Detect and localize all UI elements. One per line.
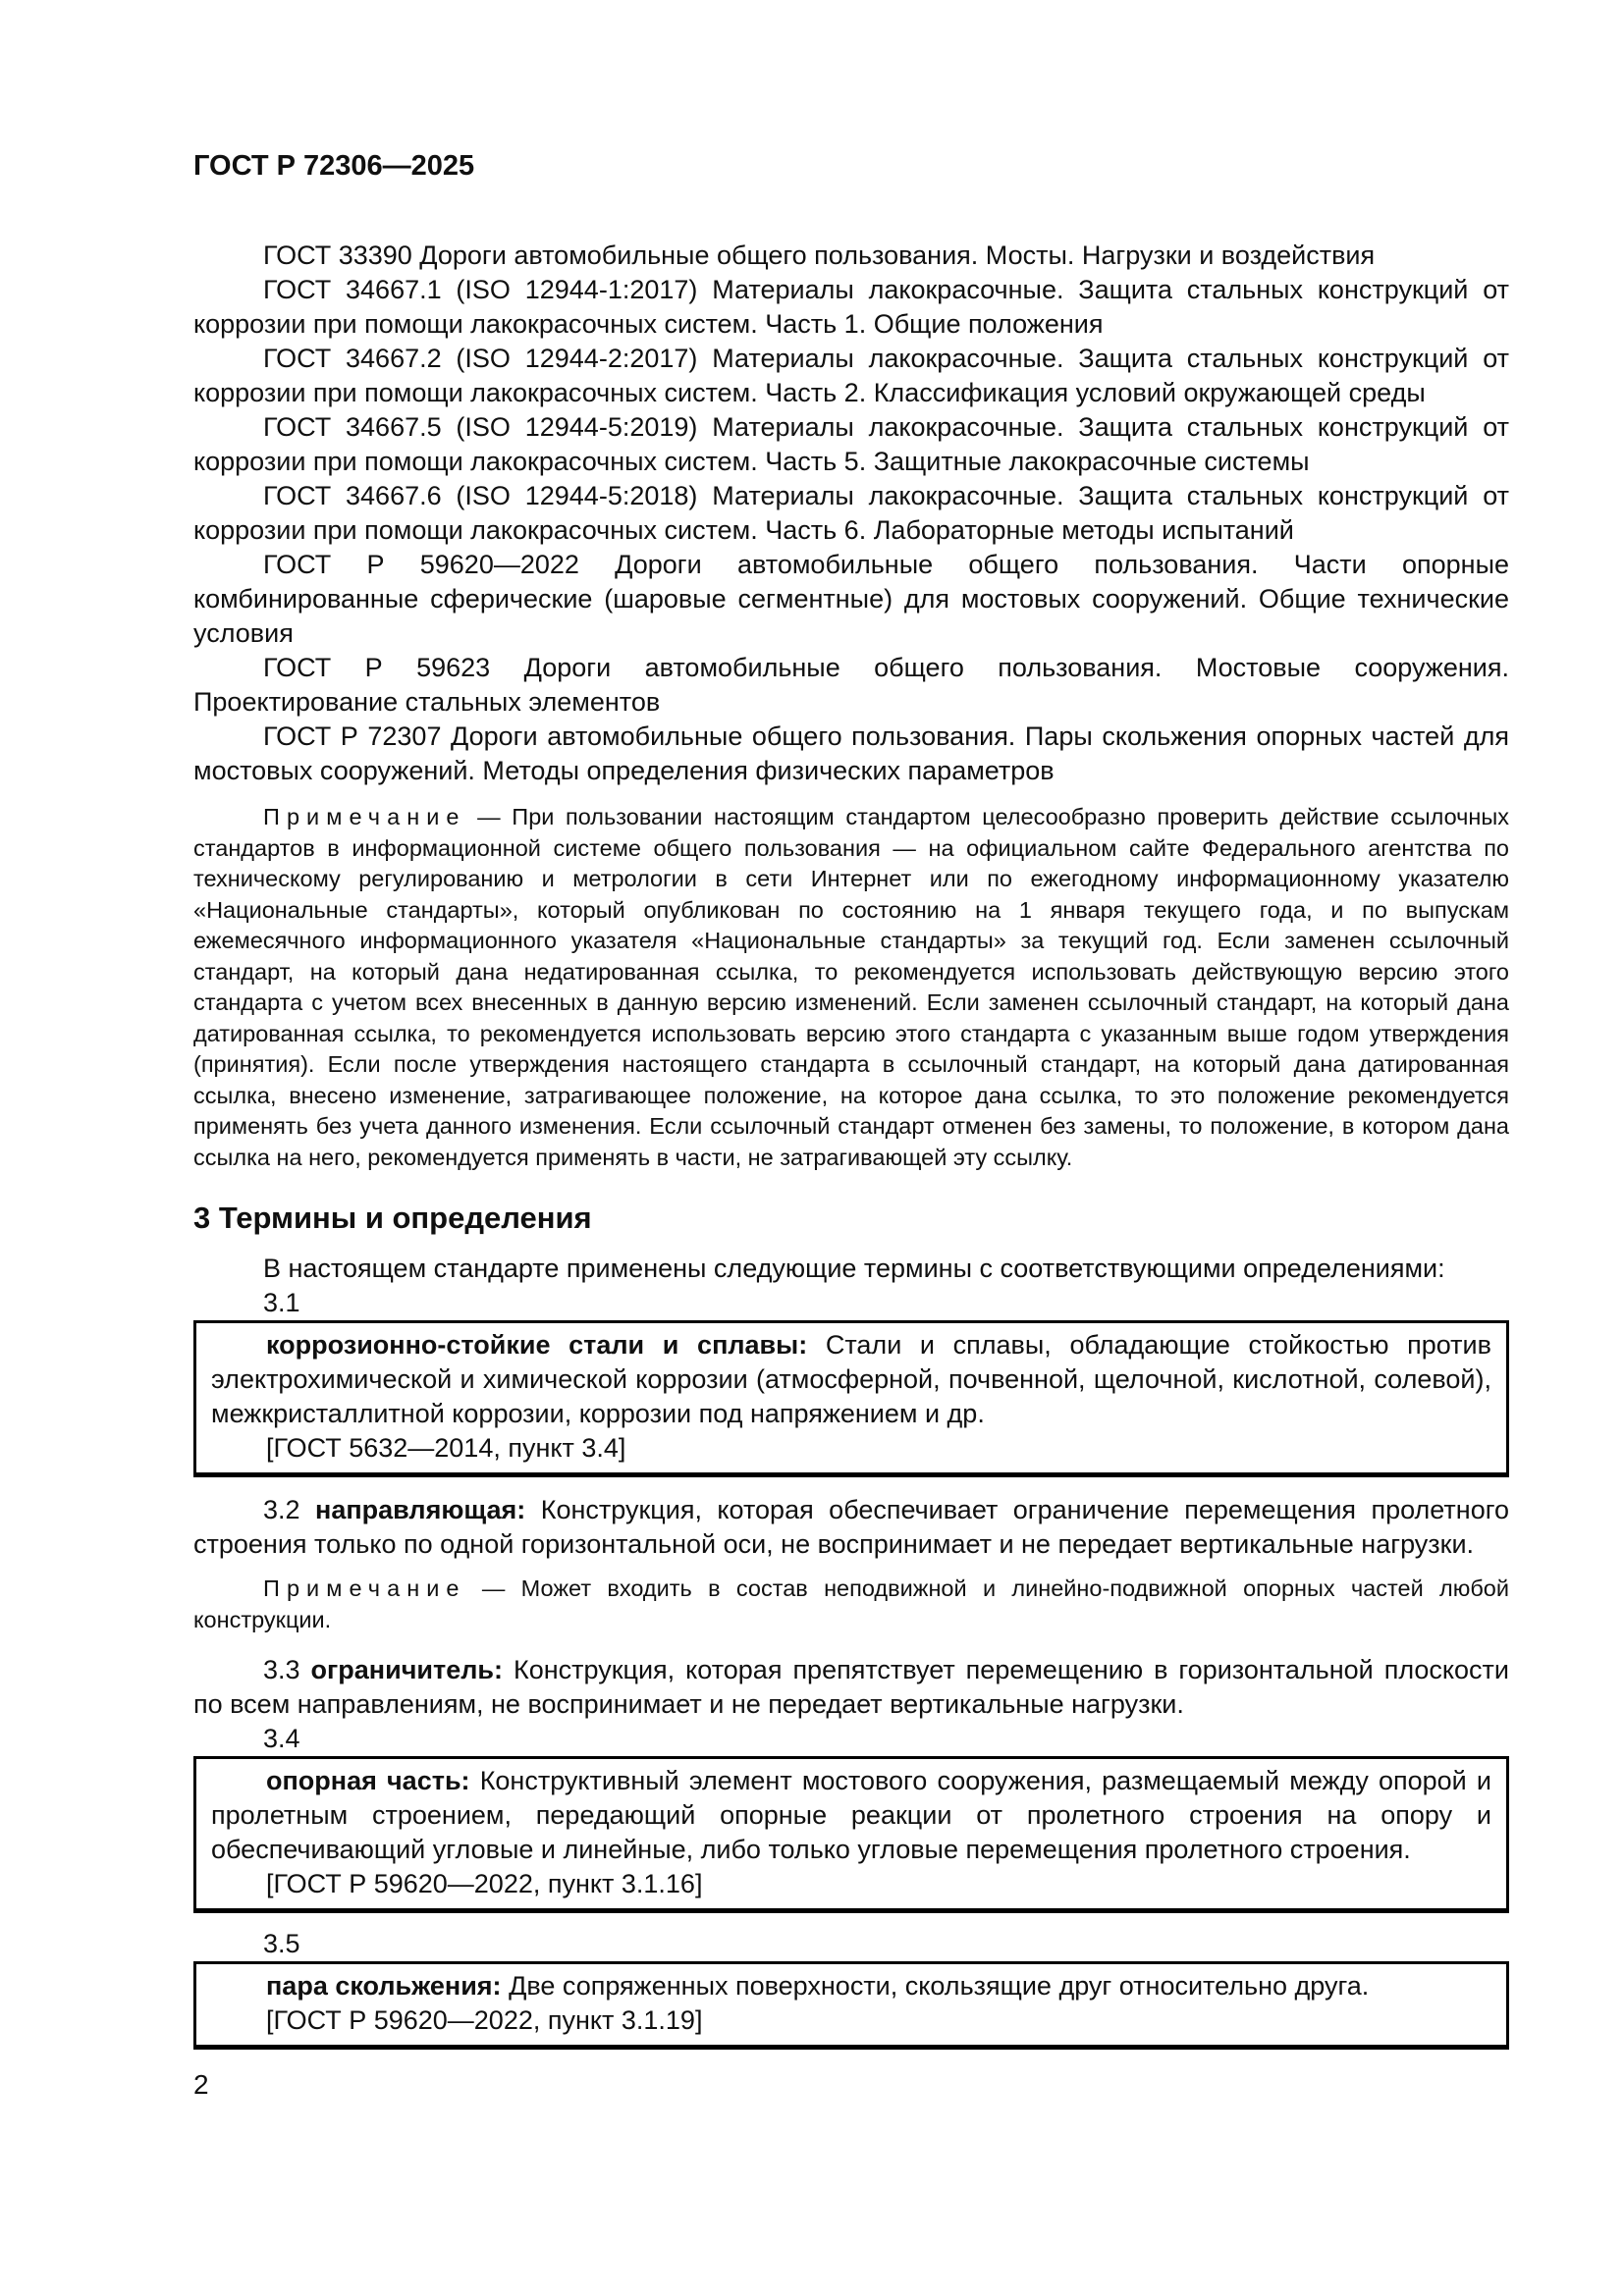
note-text: — При пользовании настоящим стандартом целесообразно проверить действие ссылочных стандартов в информационной системе общего пользования — на официальном сайте Федерального агентства по техническому регулированию и метрологии в сети Интернет или по ежегодному информационному указателю «Национальные стандарты», который опубликован по состоянию на 1 января текущего года, и по выпускам ежемесячного информационного указателя «Национальные стандарты» за текущий год. Если заменен ссылочный стандарт, на который дана недатированная ссылка, то рекомендуется использовать действующую версию этого стандарта с учетом всех внесенных в данную версию изменений. Если заменен ссылочный стандарт, на который дана датированная ссылка, то рекомендуется использовать версию этого стандарта с указанным выше годом утверждения (принятия). Если после утверждения настоящего стандарта в ссылочный стандарт, на который дана датированная ссылка, внесено изменение, затрагивающее положение, на которое дана ссылка, то это положение рекомендуется применять без учета данного изменения. Если ссылочный стандарт отменен без замены, то положение, в котором дана ссылка на него, рекомендуется применять в части, не затрагивающей эту ссылку. [193, 804, 1510, 1170]
section-intro: В настоящем стандарте применены следующие термины с соответствующими определениями: [263, 1254, 1445, 1283]
term-definition: Конструктивный элемент мостового сооружения, размещаемый между опорой и пролетным строением, передающий опорные реакции от пролетного строения на опору и обеспечивающий угловые и линейные, либо только угловые перемещения пролетного строения. [211, 1766, 1491, 1864]
reference-item: ГОСТ 34667.2 (ISO 12944-2:2017) Материалы лакокрасочные. Защита стальных конструкций от коррозии при помощи лакокрасочных систем. Часть 2. Классификация условий окружающей среды [193, 344, 1509, 407]
term-number: 3.2 [263, 1495, 300, 1524]
reference-item: ГОСТ Р 72307 Дороги автомобильные общего пользования. Пары скольжения опорных частей для мостовых сооружений. Методы определения физических параметров [193, 721, 1509, 785]
term-definition-paragraph [211, 1969, 1491, 2003]
reference-item: ГОСТ Р 59623 Дороги автомобильные общего пользования. Мостовые сооружения. Проектирование стальных элементов [193, 653, 1509, 717]
term-number-3-4: 3.4 [263, 1724, 300, 1753]
page-content [193, 149, 1509, 2050]
term-definition: Стали и сплавы, обладающие стойкостью против электрохимической и химической коррозии (атмосферной, почвенной, щелочной, кислотной, солевой), межкристаллитной коррозии, коррозии под напряжением и др. [211, 1330, 1491, 1428]
term-definition: Конструкция, которая обеспечивает ограничение перемещения пролетного строения только по одной горизонтальной оси, не воспринимает и не передает вертикальные нагрузки. [193, 1495, 1509, 1559]
definition-box-3-1 [193, 1320, 1509, 1477]
note-text: — Может входить в состав неподвижной и линейно-подвижной опорных частей любой конструкции. [193, 1575, 1510, 1632]
term-definition-paragraph [211, 1764, 1491, 1867]
note-label: Примечание [263, 804, 466, 829]
section-heading: 3 Термины и определения [193, 1201, 592, 1235]
reference-item: ГОСТ Р 59620—2022 Дороги автомобильные общего пользования. Части опорные комбинированные сферические (шаровые сегментные) для мостовых сооружений. Общие технические условия [193, 550, 1509, 648]
definition-box-3-5 [193, 1961, 1509, 2050]
running-header: ГОСТ Р 72306—2025 [193, 150, 475, 182]
term-paragraph-3-2 [193, 1493, 1509, 1562]
term-source: [ГОСТ Р 59620—2022, пункт 3.1.16] [266, 1869, 703, 1898]
guide-note [193, 1574, 1509, 1635]
references-note [193, 802, 1509, 1173]
page-number: 2 [193, 2069, 209, 2100]
term-number-3-5: 3.5 [263, 1929, 300, 1958]
reference-item: ГОСТ 34667.1 (ISO 12944-1:2017) Материалы лакокрасочные. Защита стальных конструкций от коррозии при помощи лакокрасочных систем. Часть 1. Общие положения [193, 275, 1509, 339]
term-source: [ГОСТ Р 59620—2022, пункт 3.1.19] [266, 2005, 703, 2035]
term-paragraph-3-3 [193, 1653, 1509, 1722]
reference-item: ГОСТ 33390 Дороги автомобильные общего пользования. Мосты. Нагрузки и воздействия [263, 240, 1376, 270]
term-definition: Две сопряженных поверхности, скользящие друг относительно друга. [509, 1971, 1370, 2001]
reference-item: ГОСТ 34667.6 (ISO 12944-5:2018) Материалы лакокрасочные. Защита стальных конструкций от коррозии при помощи лакокрасочных систем. Часть 6. Лабораторные методы испытаний [193, 481, 1509, 545]
note-label: Примечание [263, 1575, 466, 1601]
term-name: направляющая: [315, 1495, 526, 1524]
term-name: опорная часть: [266, 1766, 470, 1795]
term-definition: Конструкция, которая препятствует перемещению в горизонтальной плоскости по всем направлениям, не воспринимает и не передает вертикальные нагрузки. [193, 1655, 1509, 1719]
reference-item: ГОСТ 34667.5 (ISO 12944-5:2019) Материалы лакокрасочные. Защита стальных конструкций от коррозии при помощи лакокрасочных систем. Часть 5. Защитные лакокрасочные системы [193, 412, 1509, 476]
definition-box-3-4 [193, 1756, 1509, 1913]
term-source: [ГОСТ 5632—2014, пункт 3.4] [266, 1433, 626, 1463]
term-name: ограничитель: [310, 1655, 503, 1684]
term-number-3-1: 3.1 [263, 1288, 300, 1317]
term-number: 3.3 [263, 1655, 300, 1684]
term-definition-paragraph [211, 1328, 1491, 1431]
term-name: пара скольжения: [266, 1971, 502, 2001]
term-name: коррозионно-стойкие стали и сплавы: [266, 1330, 808, 1360]
